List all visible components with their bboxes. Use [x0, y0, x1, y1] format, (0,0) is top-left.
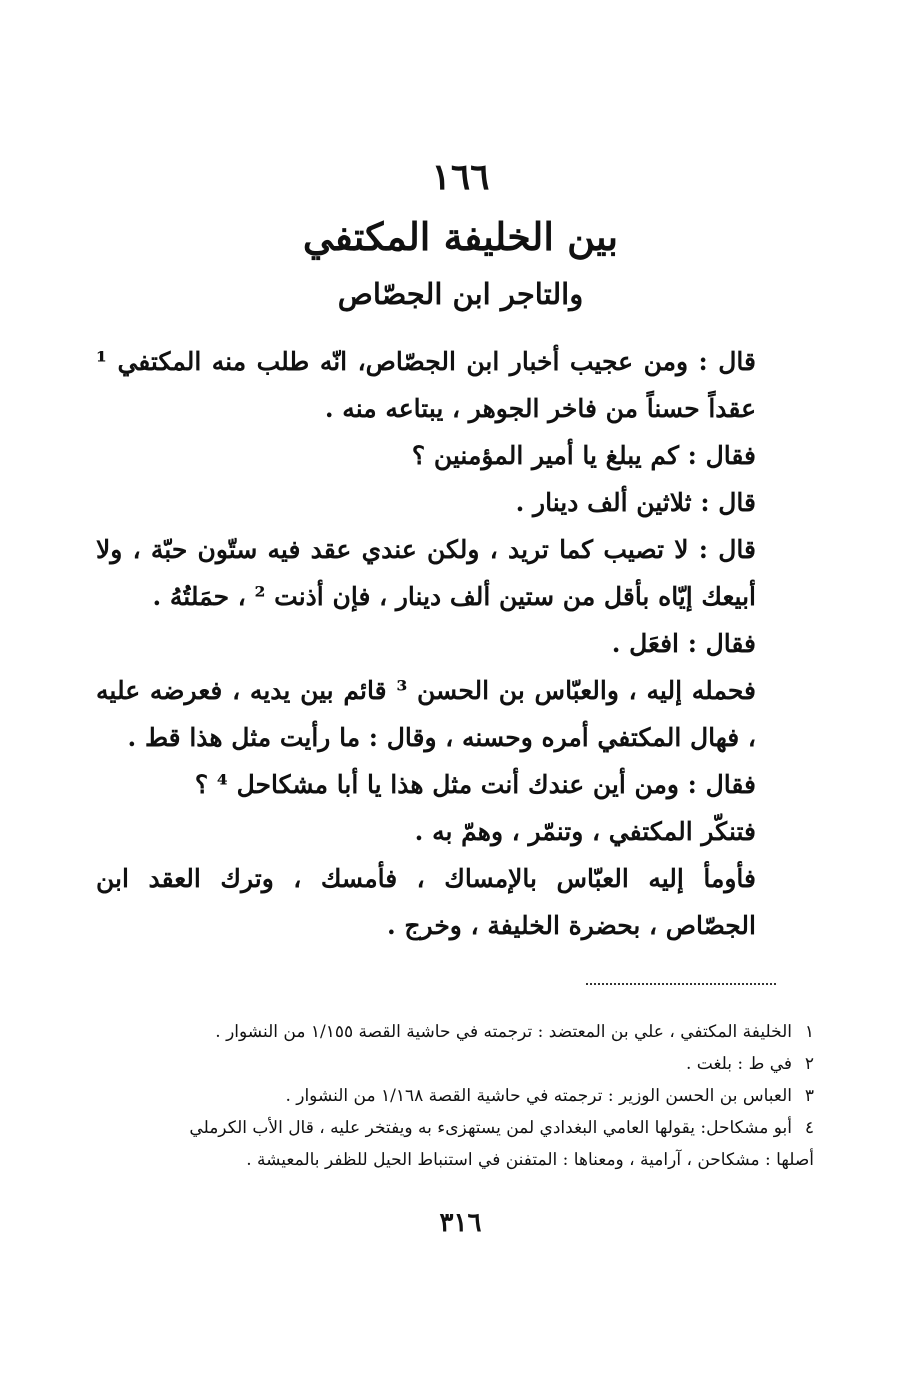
paragraph-5: فقال : افعَل .	[611, 629, 756, 658]
paragraph-3: قال : ثلاثين ألف دينار .	[515, 488, 756, 517]
story-body	[96, 338, 778, 949]
footnote-4-continuation: أصلها : مشكاحن ، آرامية ، ومعناها : المتفنن في استنباط الحيل للظفر بالمعيشة .	[246, 1150, 814, 1170]
footnote-number: ١	[804, 1022, 814, 1042]
footnote-text: أبو مشكاحل: يقولها العامي البغدادي لمن يستهزىء به ويفتخر عليه ، قال الأب الكرملي	[189, 1118, 792, 1138]
paragraph-4: قال : لا تصيب كما تريد ، ولكن عندي عقد فيه ستّون حبّة ، ولا أبيعك إيّاه بأقل من ستين ألف دينار ، فإن أذنت ² ، حمَلتُهُ .	[96, 535, 756, 611]
paragraph-7: فقال : ومن أين عندك أنت مثل هذا يا أبا مشكاحل ⁴ ؟	[194, 770, 756, 799]
page-subtitle: والتاجر ابن الجصّاص	[337, 277, 584, 311]
footnote-4	[104, 1112, 814, 1144]
paragraph-6: فحمله إليه ، والعبّاس بن الحسن ³ قائم بين يديه ، فعرضه عليه ، فهال المكتفي أمره وحسنه ، وقال : ما رأيت مثل هذا قط .	[96, 676, 756, 752]
footnote-1	[104, 1016, 814, 1048]
paragraph-2: فقال : كم يبلغ يا أمير المؤمنين ؟	[411, 441, 756, 470]
paragraph-1: قال : ومن عجيب أخبار ابن الجصّاص، انّه طلب منه المكتفي ¹ عقداً حسناً من فاخر الجوهر ، يبتاعه منه .	[96, 347, 756, 423]
paragraph-8: فتنكّر المكتفي ، وتنمّر ، وهمّ به .	[414, 817, 756, 846]
page-number: ٣١٦	[439, 1208, 482, 1238]
footnote-number: ٤	[804, 1118, 814, 1138]
story-number: ١٦٦	[431, 156, 490, 198]
footnote-number: ٣	[804, 1086, 814, 1106]
footnote-3	[104, 1080, 814, 1112]
footnote-2	[104, 1048, 814, 1080]
footnote-text: في ط : بلغت .	[685, 1054, 792, 1074]
footnote-number: ٢	[804, 1054, 814, 1074]
page-title: بين الخليفة المكتفي	[302, 214, 619, 259]
footnotes	[104, 1016, 814, 1176]
footnote-divider	[586, 983, 776, 985]
footnote-text: الخليفة المكتفي ، علي بن المعتضد : ترجمته في حاشية القصة ١/١٥٥ من النشوار .	[215, 1022, 792, 1042]
paragraph-9: فأومأ إليه العبّاس بالإمساك ، فأمسك ، وترك العقد ابن الجصّاص ، بحضرة الخليفة ، وخرج .	[96, 864, 756, 940]
footnote-text: العباس بن الحسن الوزير : ترجمته في حاشية القصة ١/١٦٨ من النشوار .	[285, 1086, 792, 1106]
